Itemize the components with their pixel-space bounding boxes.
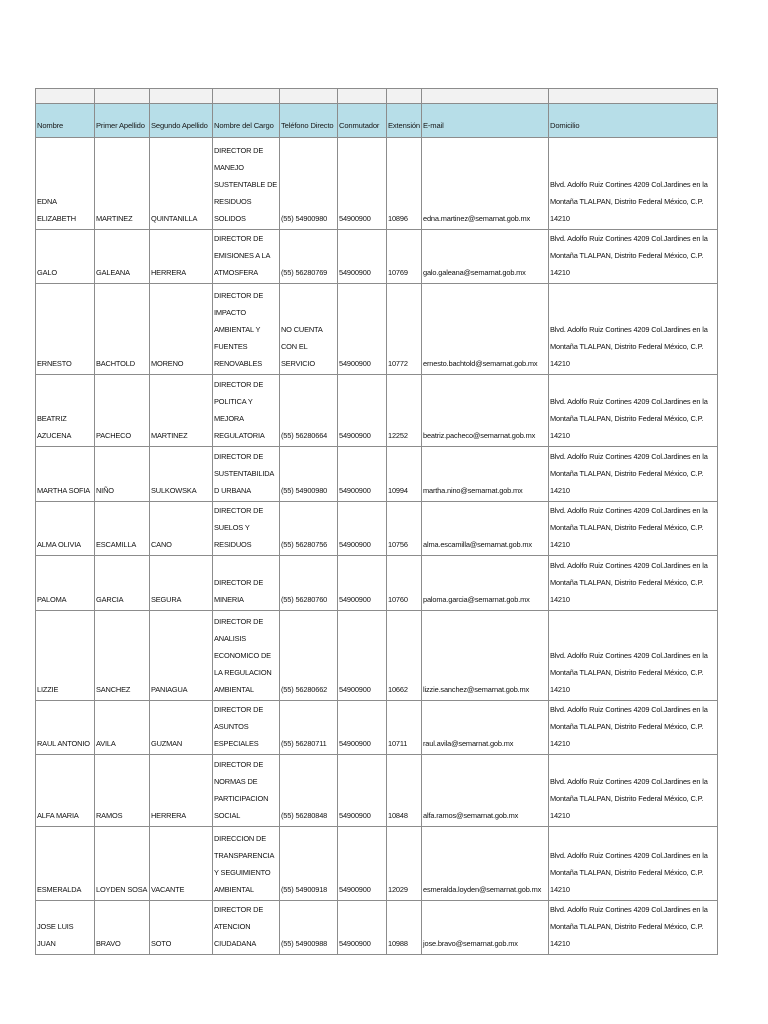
cell-cargo: DIRECCION DE TRANSPARENCIA Y SEGUIMIENTO AMBIENTAL xyxy=(213,827,280,901)
cell-primer-apellido: MARTINEZ xyxy=(95,138,150,230)
cell-nombre: EDNA ELIZABETH xyxy=(36,138,95,230)
header-row xyxy=(36,104,718,138)
cell-domicilio: Blvd. Adolfo Ruiz Cortines 4209 Col.Jardines en la Montaña TLALPAN, Distrito Federal México, C.P. 14210 xyxy=(549,901,718,955)
cell-telefono: (55) 56280756 xyxy=(280,502,338,556)
cell-conmutador: 54900900 xyxy=(338,447,387,502)
cell-domicilio: Blvd. Adolfo Ruiz Cortines 4209 Col.Jardines en la Montaña TLALPAN, Distrito Federal México, C.P. 14210 xyxy=(549,701,718,755)
cell-primer-apellido: RAMOS xyxy=(95,755,150,827)
table-row xyxy=(36,284,718,375)
cell-conmutador: 54900900 xyxy=(338,611,387,701)
cell-extension: 10711 xyxy=(387,701,422,755)
header-nombre-del-cargo: Nombre del Cargo xyxy=(213,104,280,138)
cell-email: raul.avila@semarnat.gob.mx xyxy=(422,701,549,755)
cell-domicilio: Blvd. Adolfo Ruiz Cortines 4209 Col.Jardines en la Montaña TLALPAN, Distrito Federal México, C.P. 14210 xyxy=(549,611,718,701)
cell-conmutador: 54900900 xyxy=(338,901,387,955)
cell-extension: 10760 xyxy=(387,556,422,611)
cell-segundo-apellido: VACANTE xyxy=(150,827,213,901)
cell-cargo: DIRECTOR DE SUELOS Y RESIDUOS xyxy=(213,502,280,556)
cell-segundo-apellido: CANO xyxy=(150,502,213,556)
cell-telefono: (55) 56280664 xyxy=(280,375,338,447)
cell-nombre: GALO xyxy=(36,230,95,284)
cell-cargo: DIRECTOR DE IMPACTO AMBIENTAL Y FUENTES RENOVABLES xyxy=(213,284,280,375)
cell-primer-apellido: NIÑO xyxy=(95,447,150,502)
table-row xyxy=(36,556,718,611)
cell-conmutador: 54900900 xyxy=(338,755,387,827)
cell-domicilio: Blvd. Adolfo Ruiz Cortines 4209 Col.Jardines en la Montaña TLALPAN, Distrito Federal México, C.P. 14210 xyxy=(549,138,718,230)
cell-telefono: (55) 54900980 xyxy=(280,138,338,230)
cell-conmutador: 54900900 xyxy=(338,502,387,556)
cell-segundo-apellido: PANIAGUA xyxy=(150,611,213,701)
cell-segundo-apellido: HERRERA xyxy=(150,230,213,284)
cell-nombre: LIZZIE xyxy=(36,611,95,701)
cell-extension: 12252 xyxy=(387,375,422,447)
cell-cargo: DIRECTOR DE MANEJO SUSTENTABLE DE RESIDUOS SOLIDOS xyxy=(213,138,280,230)
table-row xyxy=(36,447,718,502)
cell-extension: 10988 xyxy=(387,901,422,955)
cell-email: esmeralda.loyden@semarnat.gob.mx xyxy=(422,827,549,901)
table-row xyxy=(36,755,718,827)
cell-primer-apellido: GARCIA xyxy=(95,556,150,611)
header-extension: Extensión xyxy=(387,104,422,138)
cell-primer-apellido: AVILA xyxy=(95,701,150,755)
table-row xyxy=(36,502,718,556)
cell-telefono: (55) 56280760 xyxy=(280,556,338,611)
cell-primer-apellido: BACHTOLD xyxy=(95,284,150,375)
cell-nombre: ERNESTO xyxy=(36,284,95,375)
cell-primer-apellido: BRAVO xyxy=(95,901,150,955)
cell-extension: 12029 xyxy=(387,827,422,901)
cell-nombre: PALOMA xyxy=(36,556,95,611)
cell-extension: 10772 xyxy=(387,284,422,375)
cell-segundo-apellido: QUINTANILLA xyxy=(150,138,213,230)
cell-domicilio: Blvd. Adolfo Ruiz Cortines 4209 Col.Jardines en la Montaña TLALPAN, Distrito Federal México, C.P. 14210 xyxy=(549,230,718,284)
cell-nombre: RAUL ANTONIO xyxy=(36,701,95,755)
cell-nombre: ALFA MARIA xyxy=(36,755,95,827)
cell-primer-apellido: ESCAMILLA xyxy=(95,502,150,556)
header-conmutador: Conmutador xyxy=(338,104,387,138)
cell-nombre: JOSE LUIS JUAN xyxy=(36,901,95,955)
cell-domicilio: Blvd. Adolfo Ruiz Cortines 4209 Col.Jardines en la Montaña TLALPAN, Distrito Federal México, C.P. 14210 xyxy=(549,375,718,447)
cell-extension: 10756 xyxy=(387,502,422,556)
header-primer-apellido: Primer Apellido xyxy=(95,104,150,138)
cell-extension: 10662 xyxy=(387,611,422,701)
cell-cargo: DIRECTOR DE MINERIA xyxy=(213,556,280,611)
cell-segundo-apellido: MORENO xyxy=(150,284,213,375)
cell-cargo: DIRECTOR DE POLITICA Y MEJORA REGULATORIA xyxy=(213,375,280,447)
cell-domicilio: Blvd. Adolfo Ruiz Cortines 4209 Col.Jardines en la Montaña TLALPAN, Distrito Federal México, C.P. 14210 xyxy=(549,556,718,611)
cell-conmutador: 54900900 xyxy=(338,375,387,447)
cell-cargo: DIRECTOR DE SUSTENTABILIDAD URBANA xyxy=(213,447,280,502)
cell-email: edna.martinez@semarnat.gob.mx xyxy=(422,138,549,230)
cell-primer-apellido: PACHECO xyxy=(95,375,150,447)
header-telefono-directo: Teléfono Directo xyxy=(280,104,338,138)
cell-extension: 10896 xyxy=(387,138,422,230)
cell-email: galo.galeana@semarnat.gob.mx xyxy=(422,230,549,284)
cell-cargo: DIRECTOR DE NORMAS DE PARTICIPACION SOCIAL xyxy=(213,755,280,827)
cell-email: jose.bravo@semarnat.gob.mx xyxy=(422,901,549,955)
cell-cargo: DIRECTOR DE ANALISIS ECONOMICO DE LA REGULACION AMBIENTAL xyxy=(213,611,280,701)
cell-nombre: MARTHA SOFIA xyxy=(36,447,95,502)
cell-conmutador: 54900900 xyxy=(338,138,387,230)
cell-telefono: NO CUENTA CON EL SERVICIO xyxy=(280,284,338,375)
cell-email: paloma.garcia@semarnat.gob.mx xyxy=(422,556,549,611)
cell-telefono: (55) 54900980 xyxy=(280,447,338,502)
header-domicilio: Domicilio xyxy=(549,104,718,138)
cell-segundo-apellido: HERRERA xyxy=(150,755,213,827)
header-segundo-apellido: Segundo Apellido xyxy=(150,104,213,138)
cell-domicilio: Blvd. Adolfo Ruiz Cortines 4209 Col.Jardines en la Montaña TLALPAN, Distrito Federal México, C.P. 14210 xyxy=(549,284,718,375)
cell-domicilio: Blvd. Adolfo Ruiz Cortines 4209 Col.Jardines en la Montaña TLALPAN, Distrito Federal México, C.P. 14210 xyxy=(549,755,718,827)
cell-primer-apellido: SANCHEZ xyxy=(95,611,150,701)
table-row xyxy=(36,901,718,955)
table-row xyxy=(36,611,718,701)
cell-extension: 10994 xyxy=(387,447,422,502)
cell-conmutador: 54900900 xyxy=(338,230,387,284)
cell-conmutador: 54900900 xyxy=(338,701,387,755)
table-body xyxy=(36,138,718,955)
table-row xyxy=(36,230,718,284)
cell-segundo-apellido: SULKOWSKA xyxy=(150,447,213,502)
blank-top-row xyxy=(36,89,718,104)
cell-email: alfa.ramos@semarnat.gob.mx xyxy=(422,755,549,827)
cell-nombre: ESMERALDA xyxy=(36,827,95,901)
directory-table xyxy=(35,88,718,955)
cell-telefono: (55) 56280711 xyxy=(280,701,338,755)
table-row xyxy=(36,138,718,230)
header-nombre: Nombre xyxy=(36,104,95,138)
cell-telefono: (55) 56280848 xyxy=(280,755,338,827)
table-row xyxy=(36,827,718,901)
cell-segundo-apellido: GUZMAN xyxy=(150,701,213,755)
cell-nombre: ALMA OLIVIA xyxy=(36,502,95,556)
cell-segundo-apellido: MARTINEZ xyxy=(150,375,213,447)
cell-primer-apellido: LOYDEN SOSA xyxy=(95,827,150,901)
table-row xyxy=(36,375,718,447)
cell-extension: 10848 xyxy=(387,755,422,827)
cell-email: martha.nino@semarnat.gob.mx xyxy=(422,447,549,502)
header-email: E-mail xyxy=(422,104,549,138)
cell-segundo-apellido: SOTO xyxy=(150,901,213,955)
cell-telefono: (55) 54900988 xyxy=(280,901,338,955)
cell-telefono: (55) 54900918 xyxy=(280,827,338,901)
cell-primer-apellido: GALEANA xyxy=(95,230,150,284)
cell-segundo-apellido: SEGURA xyxy=(150,556,213,611)
cell-telefono: (55) 56280662 xyxy=(280,611,338,701)
cell-extension: 10769 xyxy=(387,230,422,284)
cell-cargo: DIRECTOR DE ATENCION CIUDADANA xyxy=(213,901,280,955)
cell-domicilio: Blvd. Adolfo Ruiz Cortines 4209 Col.Jardines en la Montaña TLALPAN, Distrito Federal México, C.P. 14210 xyxy=(549,447,718,502)
cell-conmutador: 54900900 xyxy=(338,284,387,375)
cell-conmutador: 54900900 xyxy=(338,827,387,901)
cell-nombre: BEATRIZ AZUCENA xyxy=(36,375,95,447)
cell-domicilio: Blvd. Adolfo Ruiz Cortines 4209 Col.Jardines en la Montaña TLALPAN, Distrito Federal México, C.P. 14210 xyxy=(549,502,718,556)
cell-email: lizzie.sanchez@semarnat.gob.mx xyxy=(422,611,549,701)
cell-email: alma.escamilla@semarnat.gob.mx xyxy=(422,502,549,556)
table-row xyxy=(36,701,718,755)
cell-cargo: DIRECTOR DE ASUNTOS ESPECIALES xyxy=(213,701,280,755)
cell-email: ernesto.bachtold@semarnat.gob.mx xyxy=(422,284,549,375)
cell-email: beatriz.pacheco@semarnat.gob.mx xyxy=(422,375,549,447)
cell-conmutador: 54900900 xyxy=(338,556,387,611)
cell-cargo: DIRECTOR DE EMISIONES A LA ATMOSFERA xyxy=(213,230,280,284)
cell-telefono: (55) 56280769 xyxy=(280,230,338,284)
cell-domicilio: Blvd. Adolfo Ruiz Cortines 4209 Col.Jardines en la Montaña TLALPAN, Distrito Federal México, C.P. 14210 xyxy=(549,827,718,901)
